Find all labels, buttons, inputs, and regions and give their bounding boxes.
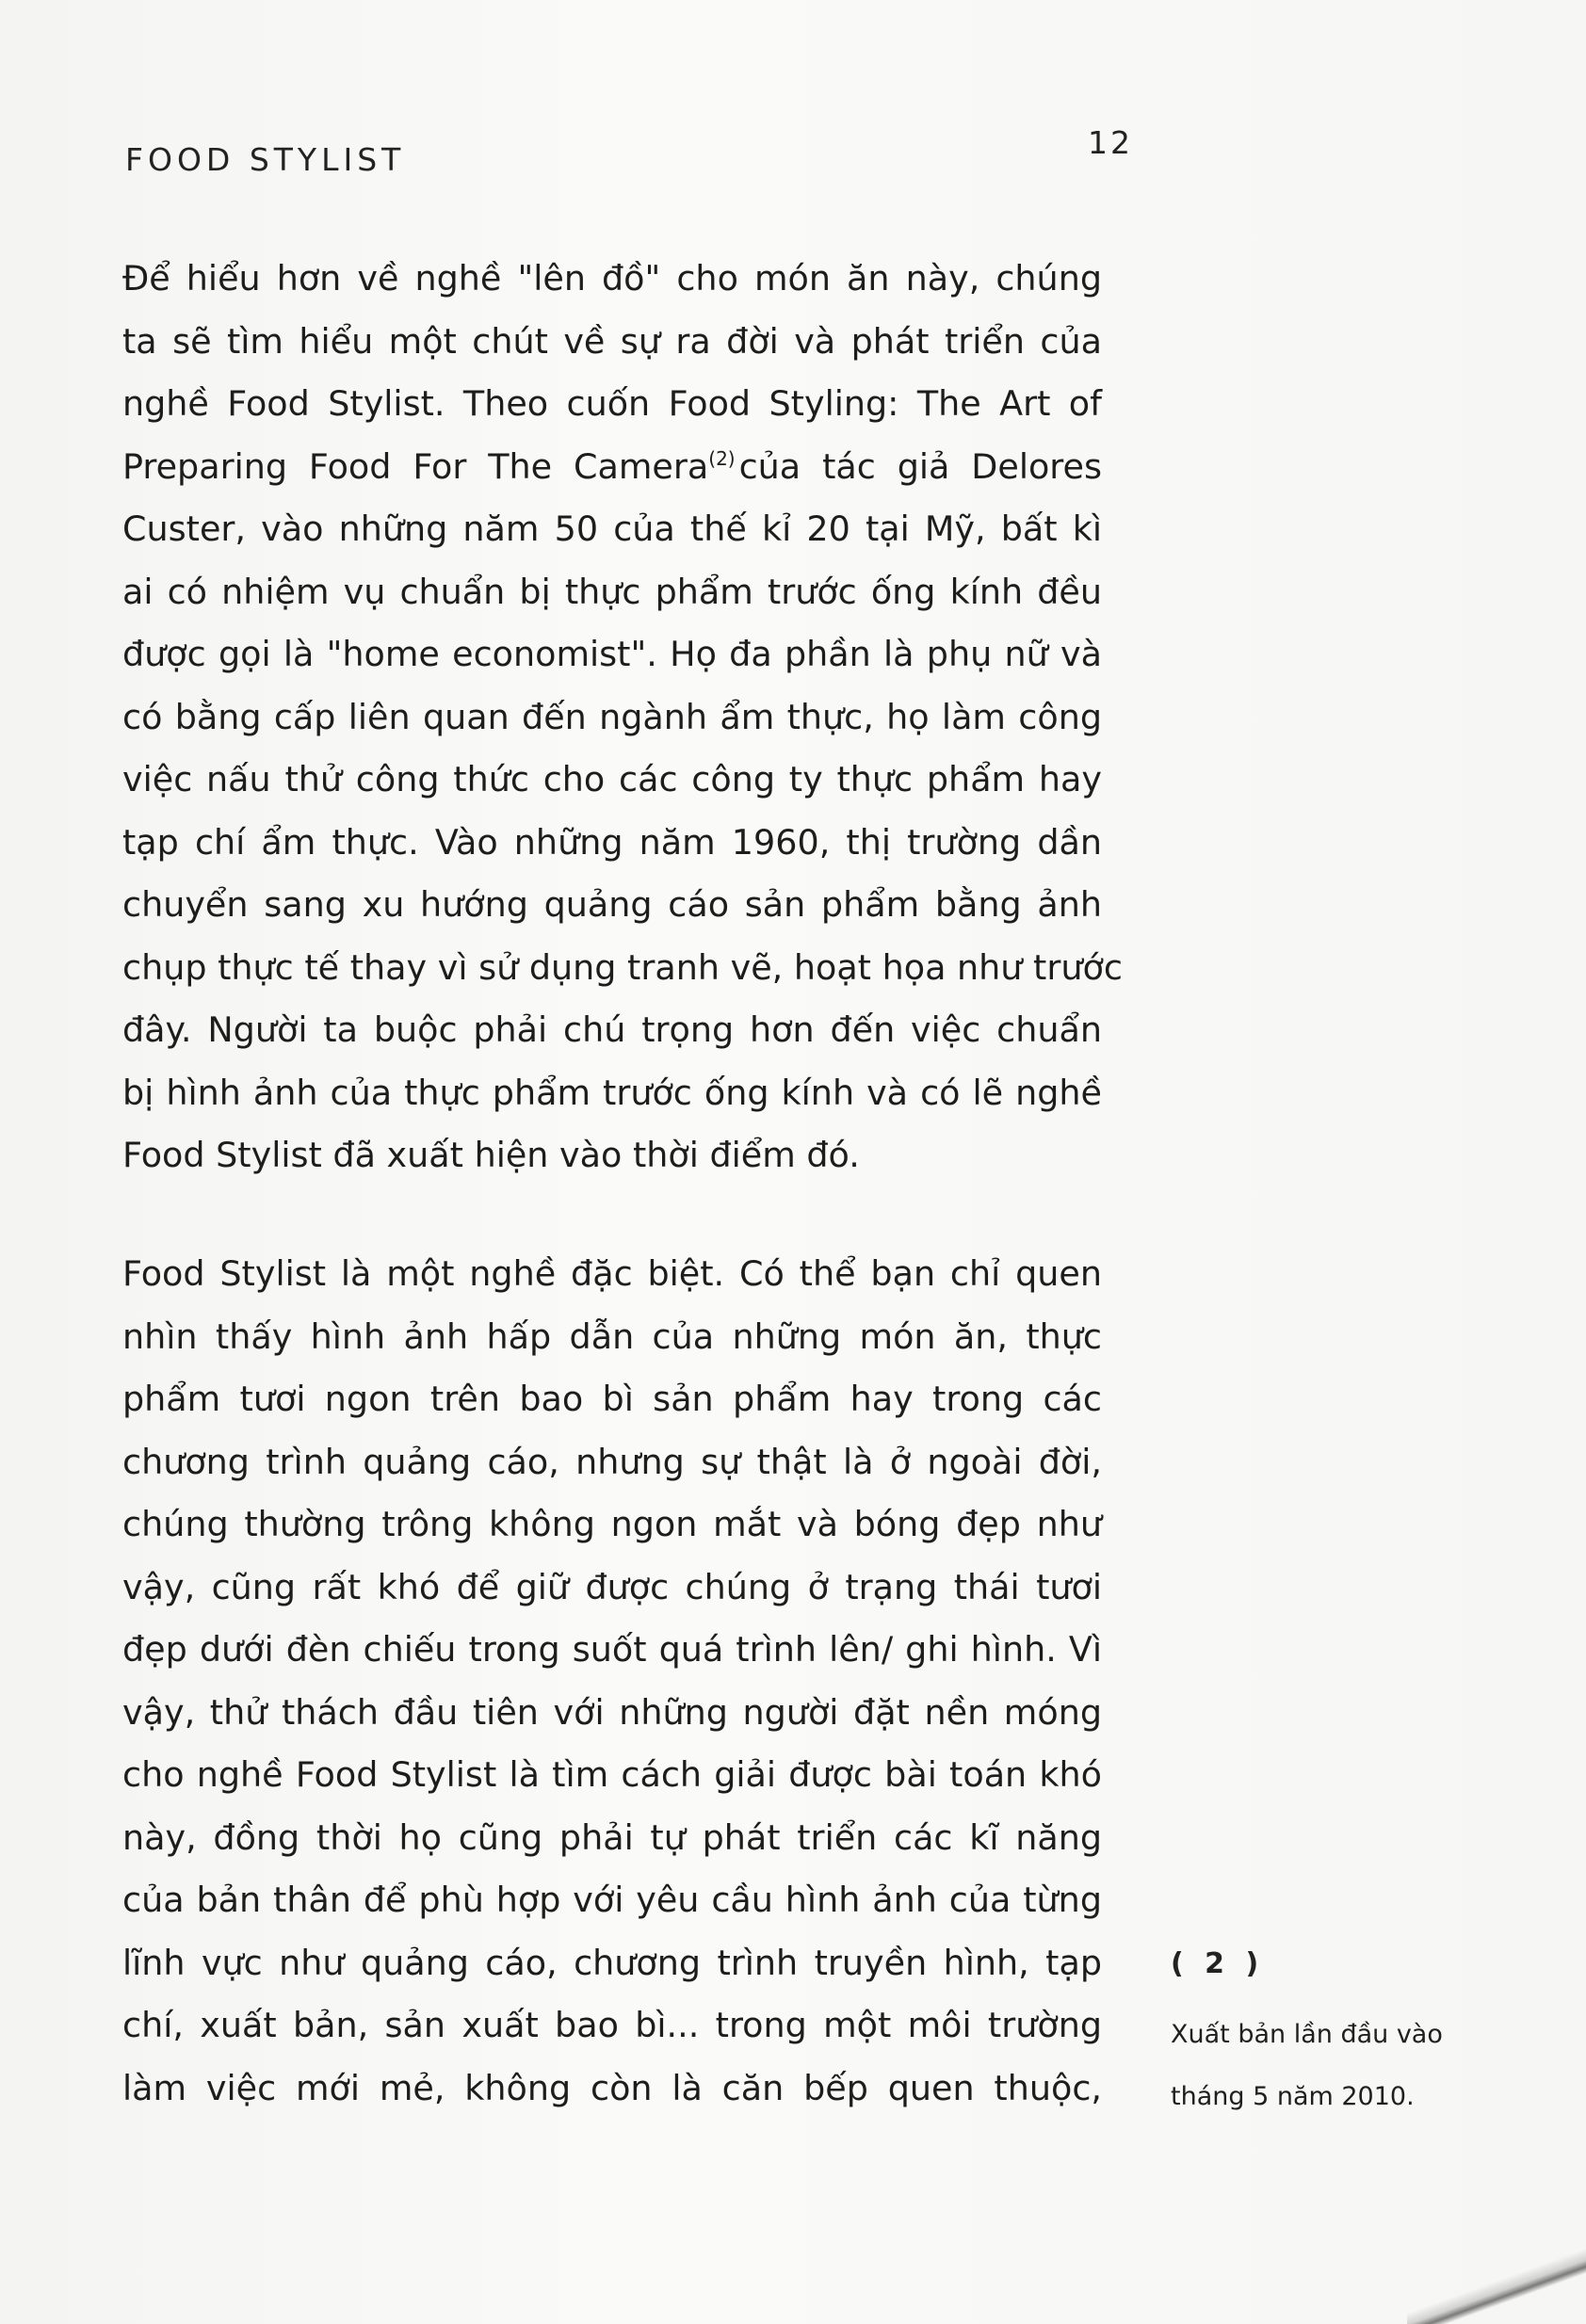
paragraph-1-line: ai có nhiệm vụ chuẩn bị thực phẩm trước ống kính đều [122, 571, 1102, 612]
footnote-reference[interactable]: (2) [708, 446, 736, 470]
paragraph-1-line: nghề Food Stylist. Theo cuốn Food Styling: The Art of [122, 383, 1102, 424]
paragraph-2-line: chương trình quảng cáo, nhưng sự thật là ở ngoài đời, [122, 1441, 1102, 1482]
paragraph-1-line: việc nấu thử công thức cho các công ty thực phẩm hay [122, 759, 1102, 799]
paragraph-2-line: chúng thường trông không ngon mắt và bóng đẹp như [122, 1504, 1102, 1544]
page-corner-shadow [1407, 2220, 1586, 2324]
paragraph-2-line: làm việc mới mẻ, không còn là căn bếp quen thuộc, [122, 2067, 1102, 2108]
footnote-marker: ( 2 ) [1171, 1947, 1265, 1980]
paragraph-1-line: Food Stylist đã xuất hiện vào thời điểm đó. [122, 1135, 860, 1175]
paragraph-2-line: này, đồng thời họ cũng phải tự phát triển các kĩ năng [122, 1816, 1102, 1858]
paragraph-2-line: vậy, cũng rất khó để giữ được chúng ở trạng thái tươi [122, 1566, 1102, 1607]
running-title: FOOD STYLIST [125, 141, 406, 178]
paragraph-2-line: Food Stylist là một nghề đặc biệt. Có thể bạn chỉ quen [122, 1253, 1102, 1294]
paragraph-1-line: chuyển sang xu hướng quảng cáo sản phẩm bằng ảnh [122, 884, 1102, 925]
paragraph-1-line: bị hình ảnh của thực phẩm trước ống kính và có lẽ nghề [122, 1072, 1102, 1113]
paragraph-2-line: vậy, thử thách đầu tiên với những người đặt nền móng [122, 1691, 1102, 1733]
paragraph-1-line: Để hiểu hơn về nghề "lên đồ" cho món ăn này, chúng [122, 258, 1102, 299]
paragraph-1-line: tạp chí ẩm thực. Vào những năm 1960, thị trường dần [122, 821, 1102, 863]
paragraph-2-line: cho nghề Food Stylist là tìm cách giải được bài toán khó [122, 1754, 1102, 1795]
paragraph-2-line: lĩnh vực như quảng cáo, chương trình truyền hình, tạp [122, 1942, 1102, 1983]
paragraph-2-line: chí, xuất bản, sản xuất bao bì... trong một môi trường [122, 2005, 1102, 2045]
paragraph-1-line: ta sẽ tìm hiểu một chút về sự ra đời và phát triển của [122, 320, 1102, 362]
paragraph-1-line-tail: của tác giả Delores [738, 445, 1102, 487]
paragraph-1-line: đây. Người ta buộc phải chú trọng hơn đến việc chuẩn [122, 1009, 1102, 1050]
paragraph-1-line-head: Preparing Food For The Camera [122, 445, 709, 487]
footnote-line: Xuất bản lần đầu vào [1171, 2020, 1443, 2049]
paragraph-1-line: có bằng cấp liên quan đến ngành ẩm thực, họ làm công [122, 696, 1102, 737]
paragraph-1-line-with-footnote [122, 436, 1102, 499]
paragraph-2-line: nhìn thấy hình ảnh hấp dẫn của những món ăn, thực [122, 1315, 1102, 1357]
paragraph-2 [122, 1243, 1102, 2120]
paragraph-1-line: Custer, vào những năm 50 của thế kỉ 20 tại Mỹ, bất kì [122, 508, 1102, 549]
page-number: 12 [1088, 124, 1133, 161]
paragraph-2-line: của bản thân để phù hợp với yêu cầu hình ảnh của từng [122, 1880, 1102, 1920]
footnote-text [1171, 2004, 1481, 2128]
paragraph-1-line: được gọi là "home economist". Họ đa phần là phụ nữ và [122, 634, 1102, 674]
paragraph-1 [122, 248, 1123, 1187]
footnote-line: tháng 5 năm 2010. [1171, 2082, 1415, 2111]
paragraph-1-line: chụp thực tế thay vì sử dụng tranh vẽ, hoạt họa như trước [122, 946, 1123, 988]
paragraph-2-line: phẩm tươi ngon trên bao bì sản phẩm hay trong các [122, 1379, 1102, 1419]
paragraph-2-line: đẹp dưới đèn chiếu trong suốt quá trình lên/ ghi hình. Vì [122, 1629, 1102, 1670]
